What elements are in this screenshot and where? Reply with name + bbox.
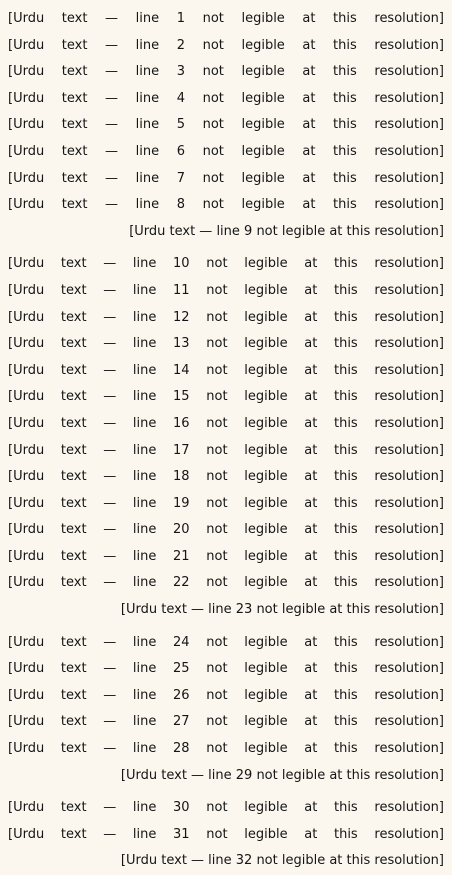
text-line: [Urdu text — line 31 not legible at this resolution]: [8, 826, 444, 842]
text-line: [Urdu text — line 29 not legible at this resolution]: [120, 767, 444, 783]
text-line: [Urdu text — line 23 not legible at this resolution]: [120, 602, 444, 618]
text-line: [Urdu text — line 2 not legible at this resolution]: [8, 37, 444, 53]
text-line: [Urdu text — line 21 not legible at this resolution]: [8, 548, 444, 564]
text-line: [Urdu text — line 5 not legible at this resolution]: [8, 117, 444, 133]
text-line: [Urdu text — line 30 not legible at this resolution]: [8, 800, 444, 816]
text-line: [Urdu text — line 24 not legible at this resolution]: [8, 634, 444, 650]
text-line: [Urdu text — line 6 not legible at this resolution]: [8, 143, 444, 159]
text-line: [Urdu text — line 20 not legible at this resolution]: [8, 522, 444, 538]
text-line: [Urdu text — line 28 not legible at this resolution]: [8, 741, 444, 757]
text-line: [Urdu text — line 10 not legible at this resolution]: [8, 256, 444, 272]
text-line: [Urdu text — line 25 not legible at this resolution]: [8, 661, 444, 677]
text-line: [Urdu text — line 3 not legible at this resolution]: [8, 64, 444, 80]
article-paragraph: [8, 795, 444, 875]
text-line: [Urdu text — line 27 not legible at this resolution]: [8, 714, 444, 730]
text-line: [Urdu text — line 19 not legible at this resolution]: [8, 495, 444, 511]
text-line: [Urdu text — line 26 not legible at this resolution]: [8, 687, 444, 703]
text-line: [Urdu text — line 16 not legible at this resolution]: [8, 415, 444, 431]
text-line: [Urdu text — line 11 not legible at this resolution]: [8, 282, 444, 298]
text-line: [Urdu text — line 12 not legible at this resolution]: [8, 309, 444, 325]
text-line: [Urdu text — line 14 not legible at this resolution]: [8, 362, 444, 378]
text-line: [Urdu text — line 15 not legible at this resolution]: [8, 389, 444, 405]
text-line: [Urdu text — line 22 not legible at this resolution]: [8, 575, 444, 591]
text-line: [Urdu text — line 18 not legible at this resolution]: [8, 469, 444, 485]
text-line: [Urdu text — line 8 not legible at this resolution]: [8, 197, 444, 213]
article-paragraph: [8, 6, 444, 245]
text-line: [Urdu text — line 9 not legible at this resolution]: [129, 223, 444, 239]
article-paragraph: [8, 251, 444, 623]
text-line: [Urdu text — line 7 not legible at this resolution]: [8, 170, 444, 186]
text-line: [Urdu text — line 4 not legible at this resolution]: [8, 90, 444, 106]
text-line: [Urdu text — line 13 not legible at this resolution]: [8, 336, 444, 352]
text-line: [Urdu text — line 1 not legible at this resolution]: [8, 11, 444, 26]
text-line: [Urdu text — line 17 not legible at this resolution]: [8, 442, 444, 458]
article-paragraph: [8, 630, 444, 790]
text-line: [Urdu text — line 32 not legible at this resolution]: [120, 853, 444, 869]
